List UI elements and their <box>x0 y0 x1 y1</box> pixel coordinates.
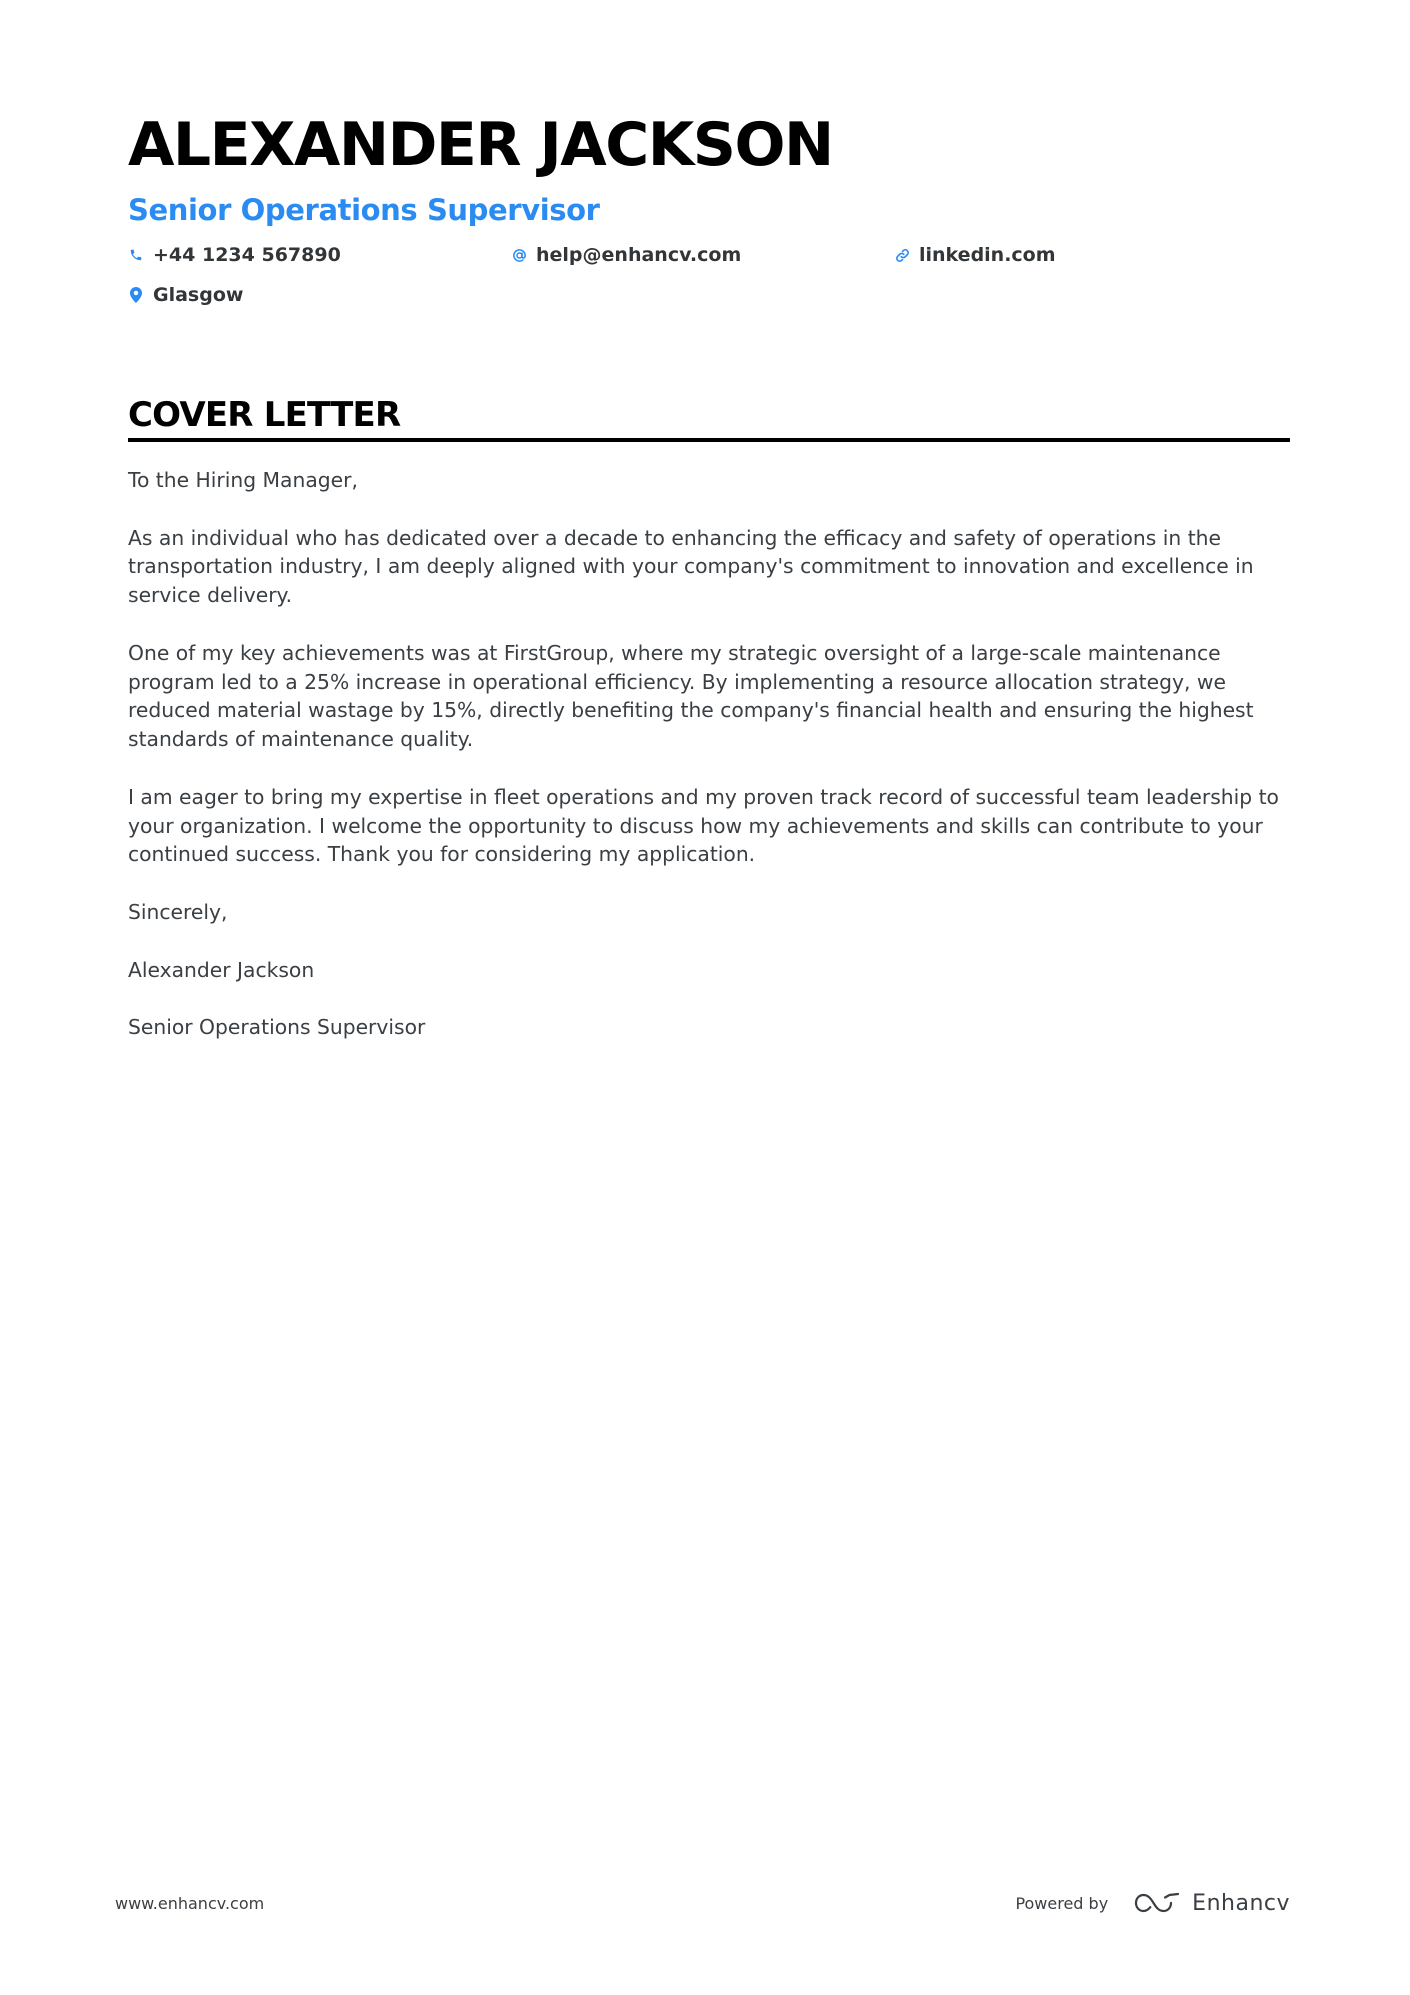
letter-paragraph: I am eager to bring my expertise in fleet operations and my proven track record of successful team leadership to your organization. I welcome the opportunity to discuss how my achievements and skills can contribute to your continued success. Thank you for considering my application. <box>128 784 1279 867</box>
at-icon <box>511 246 527 264</box>
signature-title: Senior Operations Supervisor <box>128 1015 426 1040</box>
enhancv-logo-icon <box>1134 1891 1180 1915</box>
link-icon <box>894 246 910 264</box>
enhancv-logo[interactable] <box>1134 1891 1290 1916</box>
contact-linkedin <box>894 240 1056 270</box>
phone-text: +44 1234 567890 <box>153 244 341 266</box>
location-pin-icon <box>128 286 144 304</box>
section-title: COVER LETTER <box>128 395 401 435</box>
signature-name: Alexander Jackson <box>128 957 315 982</box>
letter-paragraph: As an individual who has dedicated over a decade to enhancing the efficacy and safety of operations in the transportation industry, I am deeply aligned with your company's commitment to innovation and excellence in service delivery. <box>128 525 1254 608</box>
brand-name: Enhancv <box>1192 1890 1290 1916</box>
location-text: Glasgow <box>153 284 244 306</box>
letter-body <box>128 466 1290 1071</box>
candidate-title: Senior Operations Supervisor <box>128 193 600 227</box>
footer-brand <box>1015 1888 1290 1918</box>
letter-closing: Sincerely, <box>128 899 228 924</box>
candidate-name: ALEXANDER JACKSON <box>128 110 833 180</box>
footer-url[interactable]: www.enhancv.com <box>115 1894 265 1913</box>
section-divider <box>128 438 1290 442</box>
powered-by-label: Powered by <box>1015 1893 1109 1913</box>
letter-paragraph: One of my key achievements was at FirstGroup, where my strategic oversight of a large-scale maintenance program led to a 25% increase in operational efficiency. By implementing a resource allocation strategy, we reduced material wastage by 15%, directly benefiting the company's financial health and ensuring the highest standards of maintenance quality. <box>128 640 1254 752</box>
letter-greeting: To the Hiring Manager, <box>128 468 358 492</box>
contact-phone <box>128 240 341 270</box>
linkedin-link[interactable]: linkedin.com <box>919 244 1056 266</box>
contact-location <box>128 280 243 310</box>
email-link[interactable]: help@enhancv.com <box>536 244 742 266</box>
phone-icon <box>128 246 144 264</box>
contact-email <box>511 240 741 270</box>
